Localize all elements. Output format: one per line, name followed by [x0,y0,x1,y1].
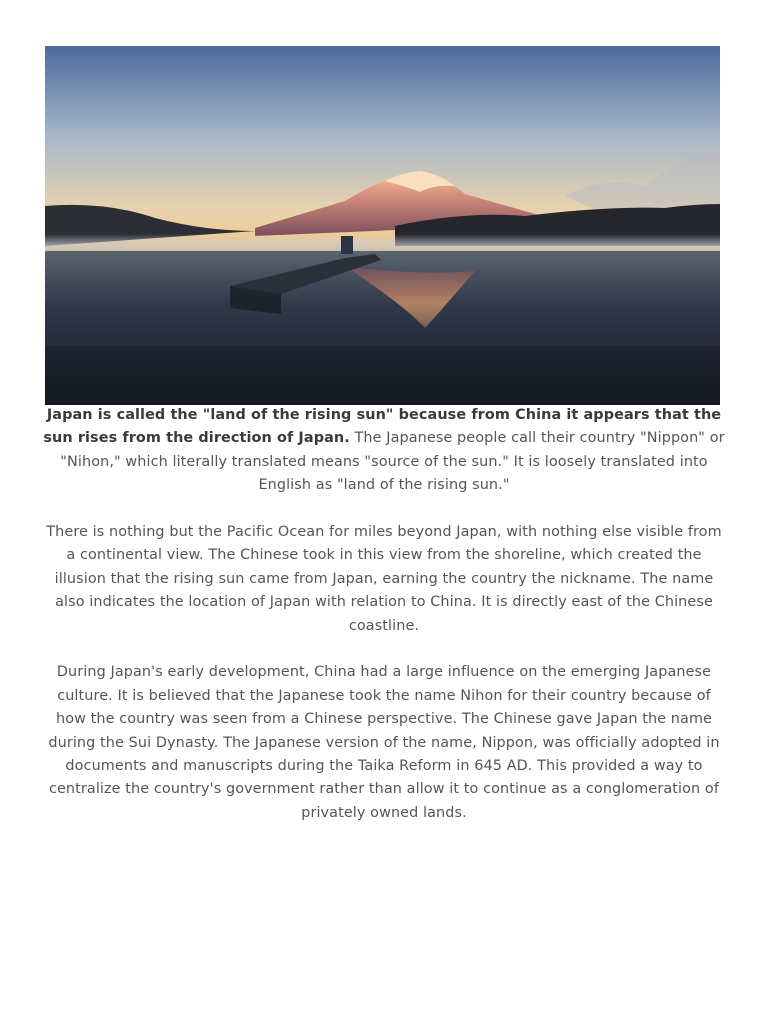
paragraph-2: There is nothing but the Pacific Ocean for miles beyond Japan, with nothing else visible from a continental view. The Chinese took in this view from the shoreline, which created the illusion that the rising sun came from Japan, earning the country the nickname. The name also indicates the location of Japan with relation to China. It is directly east of the Chinese coastline. [46,524,722,634]
paragraph-3: During Japan's early development, China had a large influence on the emerging Japanese culture. It is believed that the Japanese took the name Nihon for their country because of how the country was seen from a Chinese perspective. The Chinese gave Japan the name during the Sui Dynasty. The Japanese version of the name, Nippon, was officially adopted in documents and manuscripts during the Taika Reform in 645 AD. This provided a way to centralize the country's government rather than allow it to continue as a conglomeration of privately owned lands. [48,664,720,821]
article-body [40,404,728,849]
pier-hut [341,236,353,254]
paragraph-1 [40,404,728,498]
hero-photo [45,46,720,405]
lead-sentence: Japan is called the "land of the rising sun" because from China it appears that the sun rises from the direction of Japan. [43,407,722,447]
mount-fuji-illustration [45,46,720,405]
foreground-shade [45,346,720,405]
lead-rest: The Japanese people call their country "Nippon" or "Nihon," which literally translated means "source of the sun." It is loosely translated into English as "land of the rising sun." [60,430,725,494]
